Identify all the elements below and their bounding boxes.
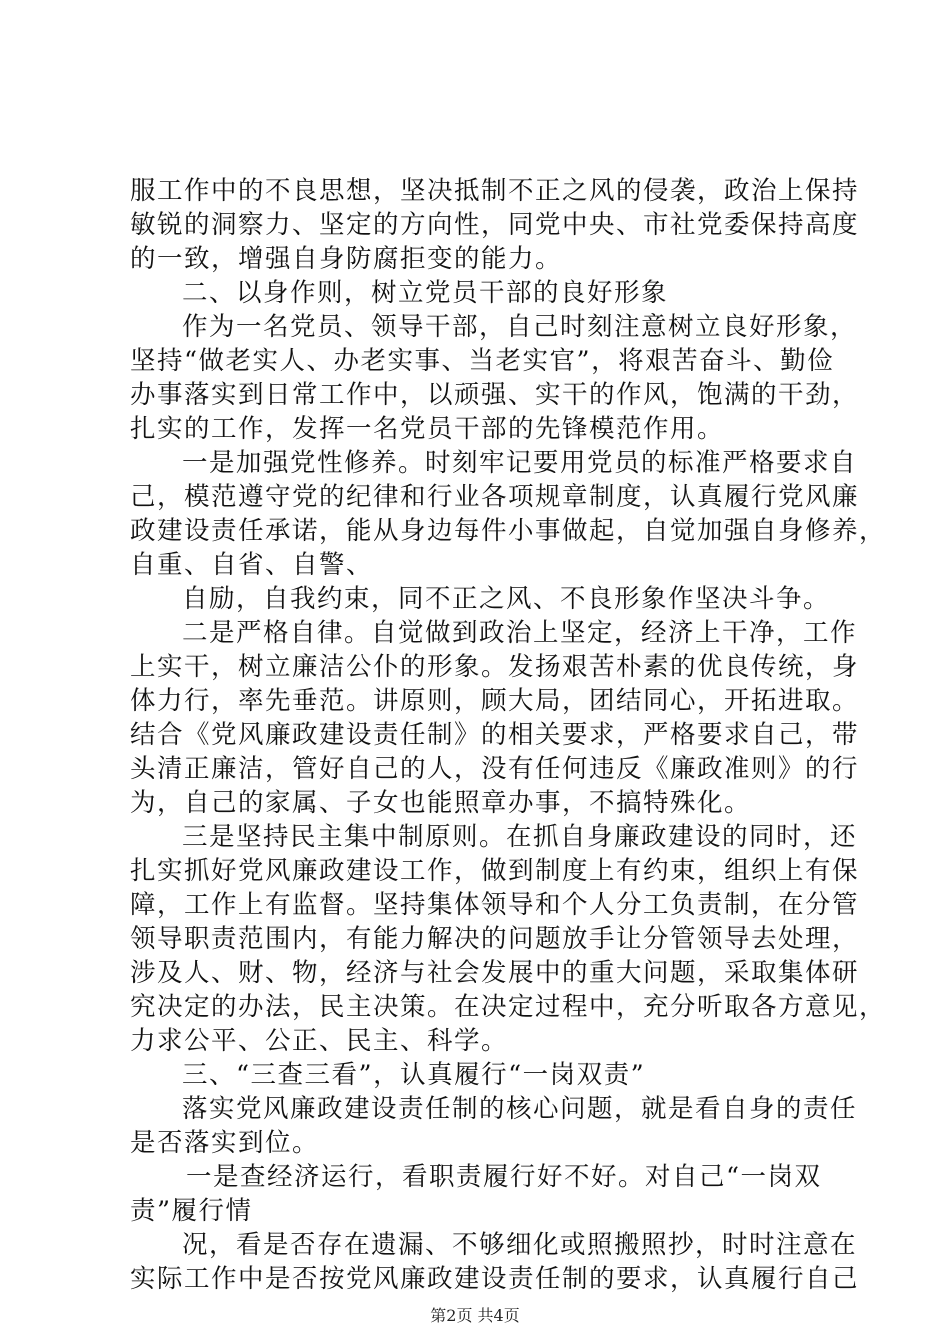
text-line: 己，模范遵守党的纪律和行业各项规章制度，认真履行党风廉 xyxy=(130,482,860,512)
text-line: 落实党风廉政建设责任制的核心问题，就是看自身的责任 xyxy=(182,1094,858,1124)
text-line: 结合《党风廉政建设责任制》的相关要求，严格要求自己，带 xyxy=(130,720,860,750)
text-line: 服工作中的不良思想，坚决抵制不正之风的侵袭，政治上保持 xyxy=(130,176,860,206)
text-line: 障，工作上有监督。坚持集体领导和个人分工负责制，在分管 xyxy=(130,890,860,920)
page-footer: 第2页 共4页 xyxy=(430,1306,520,1325)
text-line: 扎实抓好党风廉政建设工作，做到制度上有约束，组织上有保 xyxy=(130,856,860,886)
text-line: 自重、自省、自警、 xyxy=(130,550,374,580)
text-line: 体力行，率先垂范。讲原则，顾大局，团结同心，开拓进取。 xyxy=(130,686,860,716)
text-line: 三是坚持民主集中制原则。在抓自身廉政建设的同时，还 xyxy=(182,822,858,852)
text-line: 上实干，树立廉洁公仆的形象。发扬艰苦朴素的优良传统，身 xyxy=(130,652,860,682)
text-line: 的一致，增强自身防腐拒变的能力。 xyxy=(130,244,563,274)
text-line: 二是严格自律。自觉做到政治上坚定，经济上干净，工作 xyxy=(182,618,858,648)
text-line: 责”履行情 xyxy=(130,1196,253,1226)
text-line: 实际工作中是否按党风廉政建设责任制的要求，认真履行自己 xyxy=(130,1264,860,1294)
text-line: 扎实的工作，发挥一名党员干部的先锋模范作用。 xyxy=(130,414,725,444)
section-heading: 三、“三查三看”，认真履行“一岗双责” xyxy=(182,1060,646,1090)
text-line: 领导职责范围内，有能力解决的问题放手让分管领导去处理， xyxy=(130,924,860,954)
text-line: 力求公平、公正、民主、科学。 xyxy=(130,1026,509,1056)
text-line: 涉及人、财、物，经济与社会发展中的重大问题，采取集体研 xyxy=(130,958,860,988)
text-line: 究决定的办法，民主决策。在决定过程中，充分听取各方意见， xyxy=(130,992,887,1022)
text-line: 况，看是否存在遗漏、不够细化或照搬照抄，时时注意在 xyxy=(182,1230,858,1260)
text-line: 敏锐的洞察力、坚定的方向性，同党中央、市社党委保持高度 xyxy=(130,210,860,240)
text-line: 作为一名党员、领导干部，自己时刻注意树立良好形象， xyxy=(182,312,858,342)
text-line: 政建设责任承诺，能从身边每件小事做起，自觉加强自身修养， xyxy=(130,516,887,546)
text-line: 为，自己的家属、子女也能照章办事，不搞特殊化。 xyxy=(130,788,752,818)
text-line: 坚持“做老实人、办老实事、当老实官”，将艰苦奋斗、勤俭 xyxy=(130,346,835,376)
text-line: 一是查经济运行，看职责履行好不好。对自己“一岗双 xyxy=(186,1162,822,1192)
section-heading: 二、以身作则，树立党员干部的良好形象 xyxy=(182,278,669,308)
text-line: 是否落实到位。 xyxy=(130,1128,320,1158)
text-line: 头清正廉洁，管好自己的人，没有任何违反《廉政准则》的行 xyxy=(130,754,860,784)
text-line: 办事落实到日常工作中，以顽强、实干的作风，饱满的干劲， xyxy=(130,380,860,410)
text-line: 自励，自我约束，同不正之风、不良形象作坚决斗争。 xyxy=(182,584,831,614)
text-line: 一是加强党性修养。时刻牢记要用党员的标准严格要求自 xyxy=(182,448,858,478)
